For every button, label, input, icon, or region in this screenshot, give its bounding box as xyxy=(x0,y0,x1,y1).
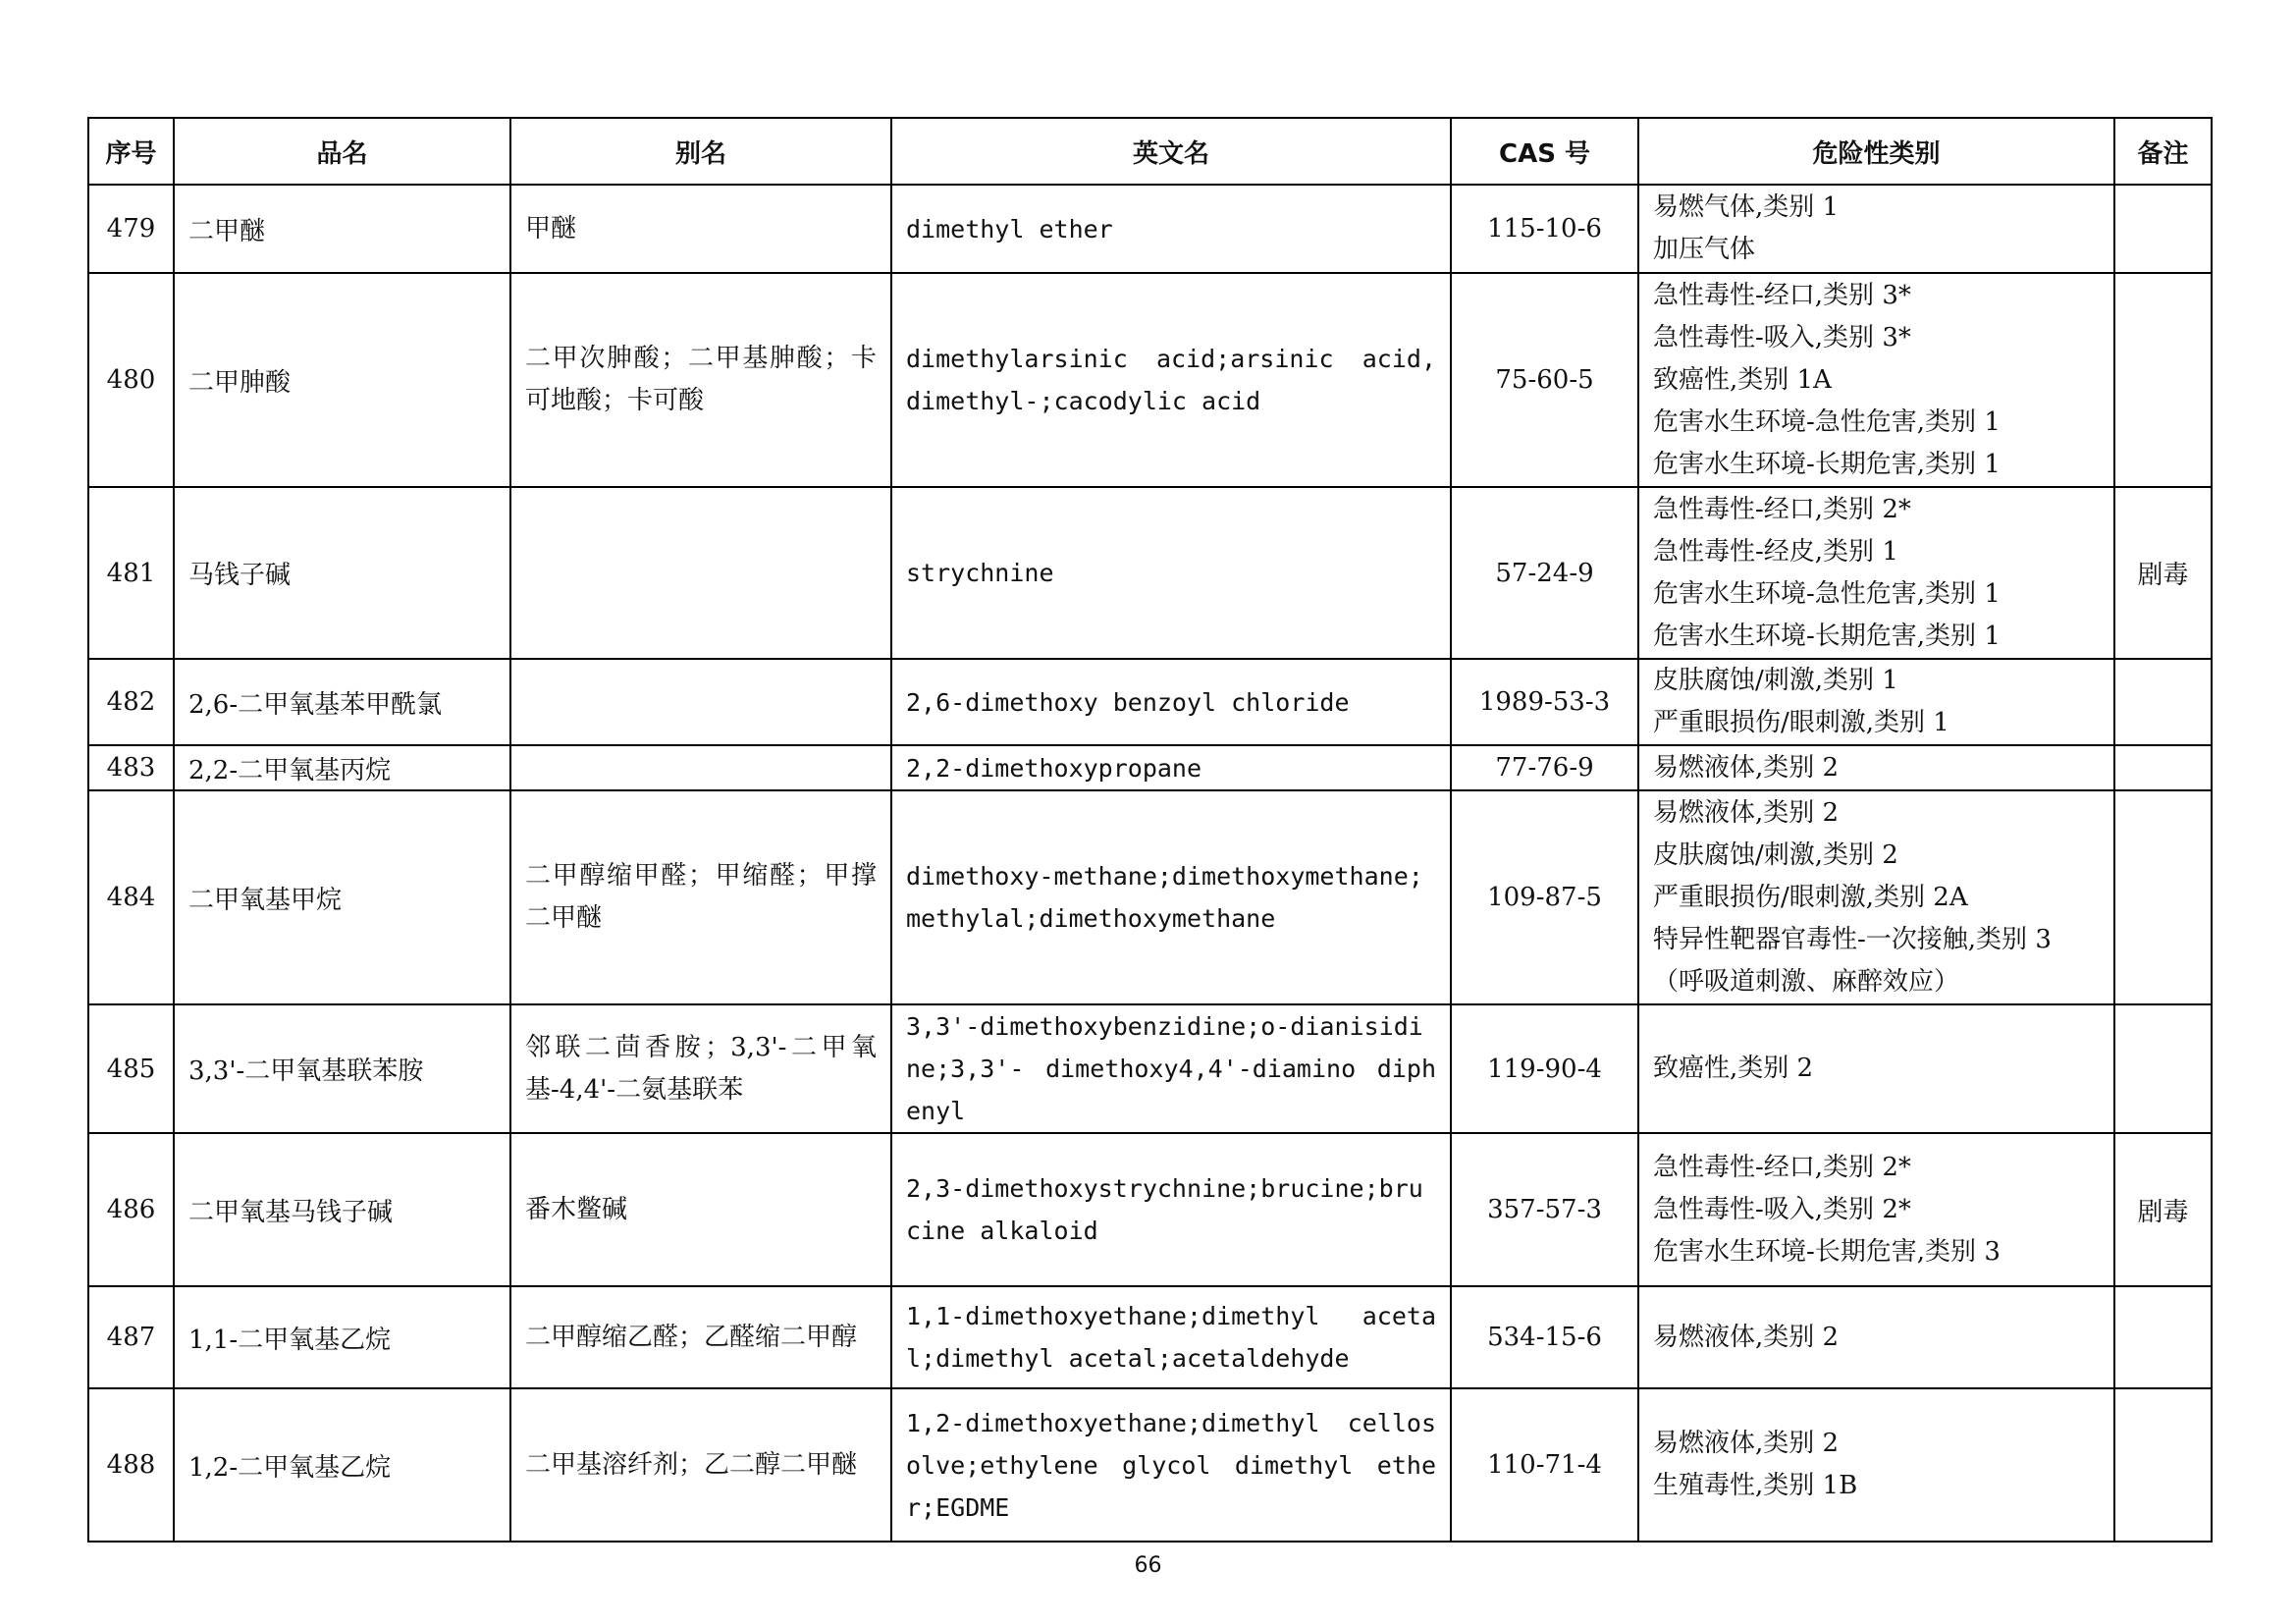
cell-no: 488 xyxy=(88,1388,174,1542)
hazard-list xyxy=(1653,1147,2100,1273)
cell-alias xyxy=(510,745,891,790)
header-no: 序号 xyxy=(88,118,174,185)
cell-remark xyxy=(2114,1004,2212,1133)
hazard-list xyxy=(1653,792,2100,1003)
cell-alias: 甲醚 xyxy=(510,185,891,273)
cell-hazard xyxy=(1638,185,2114,273)
header-english-name: 英文名 xyxy=(891,118,1451,185)
hazard-item: 致癌性,类别 2 xyxy=(1653,1054,1814,1083)
cell-english-name: strychnine xyxy=(891,487,1451,659)
table-row xyxy=(88,185,2212,273)
cell-english-name: 2,3-dimethoxystrychnine;brucine;brucine alkaloid xyxy=(891,1133,1451,1286)
cell-remark xyxy=(2114,790,2212,1004)
header-hazard: 危险性类别 xyxy=(1638,118,2114,185)
cell-alias xyxy=(510,487,891,659)
cell-remark: 剧毒 xyxy=(2114,1133,2212,1286)
cell-alias xyxy=(510,659,891,745)
table-row xyxy=(88,1004,2212,1133)
cell-name: 马钱子碱 xyxy=(174,487,510,659)
cell-name: 二甲胂酸 xyxy=(174,273,510,487)
hazard-item: 急性毒性-经口,类别 2* xyxy=(1653,494,1911,524)
cell-hazard xyxy=(1638,487,2114,659)
cell-hazard xyxy=(1638,659,2114,745)
page-number: 66 xyxy=(1134,1553,1162,1578)
cell-cas: 534-15-6 xyxy=(1451,1286,1638,1388)
table-header xyxy=(88,118,2212,185)
hazard-item: 危害水生环境-急性危害,类别 1 xyxy=(1653,578,2001,609)
cell-name: 3,3'-二甲氧基联苯胺 xyxy=(174,1004,510,1133)
hazard-item: 皮肤腐蚀/刺激,类别 1 xyxy=(1653,666,1898,695)
table-body xyxy=(88,185,2212,1542)
cell-english-name: dimethyl ether xyxy=(891,185,1451,273)
chemical-table xyxy=(87,117,2213,1543)
cell-cas: 77-76-9 xyxy=(1451,745,1638,790)
hazard-item: 易燃液体,类别 2 xyxy=(1653,752,1840,783)
cell-hazard xyxy=(1638,1133,2114,1286)
hazard-item: 危害水生环境-长期危害,类别 3 xyxy=(1653,1236,2001,1267)
cell-english-name: dimethoxy-methane;dimethoxymethane;methylal;dimethoxymethane xyxy=(891,790,1451,1004)
hazard-list xyxy=(1653,275,2100,486)
cell-cas: 110-71-4 xyxy=(1451,1388,1638,1542)
hazard-item: 严重眼损伤/眼刺激,类别 1 xyxy=(1653,708,1949,737)
header-cas: CAS 号 xyxy=(1451,118,1638,185)
cell-english-name: dimethylarsinic acid;arsinic acid, dimethyl-;cacodylic acid xyxy=(891,273,1451,487)
hazard-item: 严重眼损伤/眼刺激,类别 2A xyxy=(1653,882,1968,912)
cell-no: 481 xyxy=(88,487,174,659)
cell-name: 二甲氧基甲烷 xyxy=(174,790,510,1004)
hazard-item: （呼吸道刺激、麻醉效应） xyxy=(1653,966,1960,997)
hazard-item: 易燃液体,类别 2 xyxy=(1653,797,1840,828)
table-row xyxy=(88,1388,2212,1542)
cell-remark xyxy=(2114,1388,2212,1542)
cell-cas: 115-10-6 xyxy=(1451,185,1638,273)
cell-no: 486 xyxy=(88,1133,174,1286)
hazard-list xyxy=(1653,187,2100,271)
cell-hazard xyxy=(1638,745,2114,790)
cell-hazard xyxy=(1638,1388,2114,1542)
hazard-item: 急性毒性-吸入,类别 3* xyxy=(1653,322,1911,352)
table-row xyxy=(88,1286,2212,1388)
cell-cas: 1989-53-3 xyxy=(1451,659,1638,745)
table-row xyxy=(88,273,2212,487)
cell-cas: 357-57-3 xyxy=(1451,1133,1638,1286)
cell-cas: 75-60-5 xyxy=(1451,273,1638,487)
hazard-item: 易燃液体,类别 2 xyxy=(1653,1322,1840,1352)
table-row xyxy=(88,1133,2212,1286)
hazard-item: 易燃气体,类别 1 xyxy=(1653,192,1840,222)
cell-alias: 二甲基溶纤剂；乙二醇二甲醚 xyxy=(510,1388,891,1542)
cell-english-name: 2,2-dimethoxypropane xyxy=(891,745,1451,790)
hazard-item: 急性毒性-经皮,类别 1 xyxy=(1653,536,1898,567)
cell-name: 1,1-二甲氧基乙烷 xyxy=(174,1286,510,1388)
cell-hazard xyxy=(1638,790,2114,1004)
header-row xyxy=(88,118,2212,185)
table-row xyxy=(88,745,2212,790)
cell-no: 485 xyxy=(88,1004,174,1133)
hazard-item: 危害水生环境-长期危害,类别 1 xyxy=(1653,621,2001,651)
cell-remark xyxy=(2114,1286,2212,1388)
hazard-list xyxy=(1653,489,2100,658)
cell-cas: 109-87-5 xyxy=(1451,790,1638,1004)
cell-english-name: 1,2-dimethoxyethane;dimethyl cellosolve;ethylene glycol dimethyl ether;EGDME xyxy=(891,1388,1451,1542)
cell-remark xyxy=(2114,659,2212,745)
hazard-item: 急性毒性-吸入,类别 2* xyxy=(1653,1194,1911,1224)
hazard-item: 易燃液体,类别 2 xyxy=(1653,1429,1840,1458)
cell-no: 483 xyxy=(88,745,174,790)
hazard-list xyxy=(1653,1317,2100,1359)
cell-remark xyxy=(2114,185,2212,273)
table-row xyxy=(88,790,2212,1004)
cell-no: 487 xyxy=(88,1286,174,1388)
hazard-item: 加压气体 xyxy=(1653,235,1756,264)
hazard-list xyxy=(1653,1048,2100,1090)
header-remark: 备注 xyxy=(2114,118,2212,185)
hazard-list xyxy=(1653,747,2100,789)
cell-no: 482 xyxy=(88,659,174,745)
cell-name: 1,2-二甲氧基乙烷 xyxy=(174,1388,510,1542)
cell-name: 二甲醚 xyxy=(174,185,510,273)
table-row xyxy=(88,659,2212,745)
cell-cas: 57-24-9 xyxy=(1451,487,1638,659)
cell-no: 484 xyxy=(88,790,174,1004)
cell-name: 2,6-二甲氧基苯甲酰氯 xyxy=(174,659,510,745)
cell-english-name: 3,3'-dimethoxybenzidine;o-dianisidine;3,3'- dimethoxy4,4'-diamino diphenyl xyxy=(891,1004,1451,1133)
hazard-item: 皮肤腐蚀/刺激,类别 2 xyxy=(1653,839,1898,870)
header-name: 品名 xyxy=(174,118,510,185)
hazard-item: 急性毒性-经口,类别 2* xyxy=(1653,1152,1911,1182)
cell-english-name: 1,1-dimethoxyethane;dimethyl acetal;dimethyl acetal;acetaldehyde xyxy=(891,1286,1451,1388)
cell-alias: 番木鳖碱 xyxy=(510,1133,891,1286)
hazard-item: 危害水生环境-急性危害,类别 1 xyxy=(1653,406,2001,437)
cell-english-name: 2,6-dimethoxy benzoyl chloride xyxy=(891,659,1451,745)
cell-hazard xyxy=(1638,1004,2114,1133)
cell-remark: 剧毒 xyxy=(2114,487,2212,659)
hazard-item: 致癌性,类别 1A xyxy=(1653,364,1832,395)
cell-remark xyxy=(2114,273,2212,487)
cell-remark xyxy=(2114,745,2212,790)
cell-hazard xyxy=(1638,1286,2114,1388)
cell-alias: 二甲次胂酸；二甲基胂酸；卡可地酸；卡可酸 xyxy=(510,273,891,487)
cell-no: 479 xyxy=(88,185,174,273)
cell-hazard xyxy=(1638,273,2114,487)
hazard-item: 急性毒性-经口,类别 3* xyxy=(1653,280,1911,310)
cell-name: 2,2-二甲氧基丙烷 xyxy=(174,745,510,790)
hazard-item: 生殖毒性,类别 1B xyxy=(1653,1471,1858,1500)
hazard-list xyxy=(1653,1423,2100,1507)
header-alias: 别名 xyxy=(510,118,891,185)
hazard-item: 特异性靶器官毒性-一次接触,类别 3 xyxy=(1653,924,2052,954)
hazard-item: 危害水生环境-长期危害,类别 1 xyxy=(1653,449,2001,479)
cell-alias: 二甲醇缩甲醛；甲缩醛；甲撑二甲醚 xyxy=(510,790,891,1004)
cell-name: 二甲氧基马钱子碱 xyxy=(174,1133,510,1286)
cell-alias: 邻联二茴香胺；3,3'-二甲氧基-4,4'-二氨基联苯 xyxy=(510,1004,891,1133)
cell-no: 480 xyxy=(88,273,174,487)
cell-alias: 二甲醇缩乙醛；乙醛缩二甲醇 xyxy=(510,1286,891,1388)
hazard-list xyxy=(1653,660,2100,744)
table-row xyxy=(88,487,2212,659)
cell-cas: 119-90-4 xyxy=(1451,1004,1638,1133)
